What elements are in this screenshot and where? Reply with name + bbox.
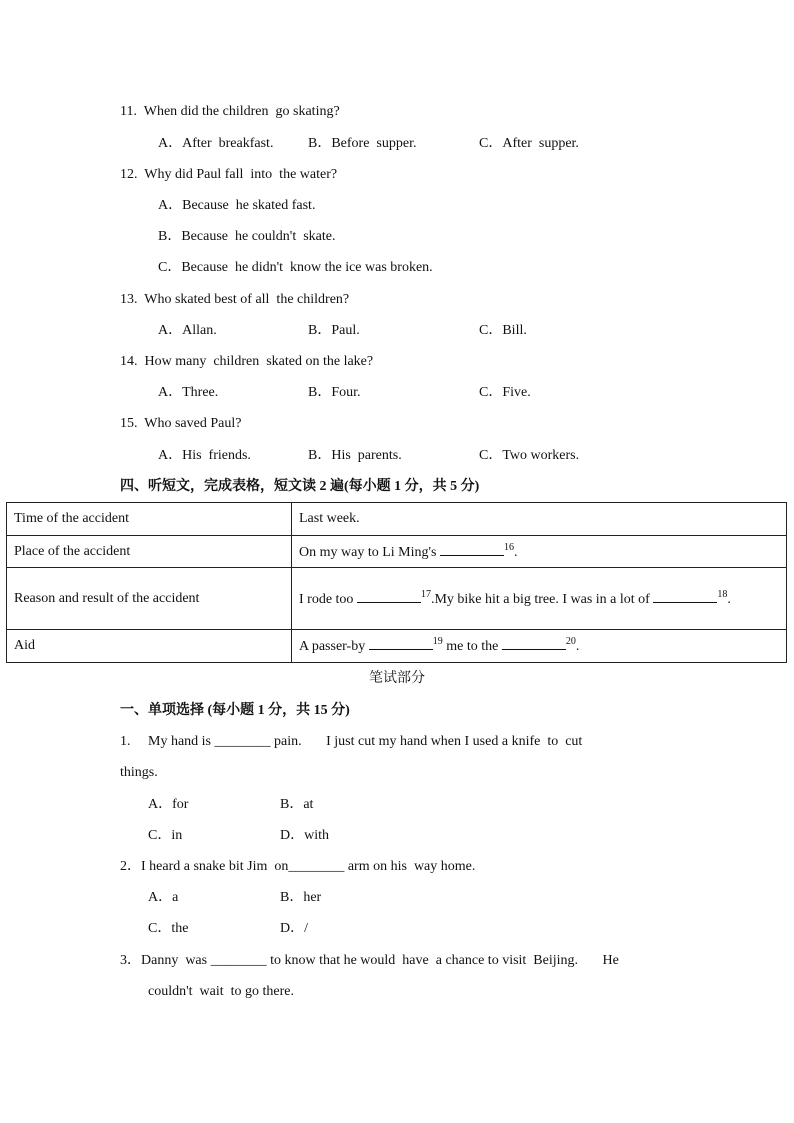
- table-row: [7, 536, 787, 568]
- row-label: Time of the accident: [7, 503, 292, 536]
- table-row: [7, 630, 787, 663]
- value-text: I rode too: [299, 591, 357, 607]
- table-row: [7, 568, 787, 630]
- q14-option-a: A．Three.: [158, 385, 219, 400]
- row-value: [292, 536, 787, 568]
- accident-table: [6, 502, 787, 663]
- question-14: 14. How many children skated on the lake?: [120, 354, 374, 369]
- row-value: [292, 630, 787, 663]
- q15-option-b: B．His parents.: [308, 448, 402, 463]
- q13-option-b: B．Paul.: [308, 323, 360, 338]
- q12-option-c: C．Because he didn't know the ice was broken.: [158, 260, 433, 275]
- blank-number: 19: [432, 636, 443, 647]
- answer-blank-19[interactable]: [369, 637, 433, 650]
- row-label: Aid: [7, 630, 292, 663]
- value-text: .: [513, 544, 518, 560]
- question-13: 13. Who skated best of all the children?: [120, 292, 350, 307]
- row-label: Reason and result of the accident: [7, 568, 292, 630]
- q2-option-b: B．her: [280, 890, 322, 905]
- blank-number: 20: [565, 636, 576, 647]
- section-4-heading: 四、听短文，完成表格，短文读 2 遍(每小题 1 分，共 5 分): [120, 479, 480, 494]
- blank-number: 17: [420, 588, 431, 600]
- question-3-continued: couldn't wait to go there.: [148, 984, 294, 999]
- answer-blank-17[interactable]: [357, 590, 421, 603]
- q13-option-c: C．Bill.: [479, 323, 527, 338]
- q11-option-a: A．After breakfast.: [158, 136, 274, 151]
- value-text: .: [575, 639, 580, 654]
- question-12: 12. Why did Paul fall into the water?: [120, 167, 338, 182]
- value-text: me to the: [442, 639, 502, 654]
- q1-option-c: C．in: [148, 828, 183, 843]
- q2-option-a: A．a: [148, 890, 179, 905]
- value-text: On my way to Li Ming's: [299, 544, 440, 560]
- q15-option-a: A．His friends.: [158, 448, 251, 463]
- q15-option-c: C．Two workers.: [479, 448, 580, 463]
- q12-option-a: A．Because he skated fast.: [158, 198, 316, 213]
- q1-option-a: A．for: [148, 797, 189, 812]
- q12-option-b: B．Because he couldn't skate.: [158, 229, 336, 244]
- table-row: [7, 503, 787, 536]
- question-1-continued: things.: [120, 765, 158, 780]
- row-value: Last week.: [292, 503, 787, 536]
- q2-option-c: C．the: [148, 921, 189, 936]
- q11-option-c: C．After supper.: [479, 136, 579, 151]
- question-1: 1. My hand is ________ pain. I just cut my hand when I used a knife to cut: [120, 734, 583, 749]
- question-3: 3．Danny was ________ to know that he would have a chance to visit Beijing. He: [120, 953, 619, 968]
- question-15: 15. Who saved Paul?: [120, 416, 242, 431]
- value-text: .: [727, 591, 731, 607]
- q2-option-d: D．/: [280, 921, 308, 936]
- q11-option-b: B．Before supper.: [308, 136, 417, 151]
- q14-option-c: C．Five.: [479, 385, 531, 400]
- blank-number: 16: [503, 541, 514, 553]
- q14-option-b: B．Four.: [308, 385, 361, 400]
- row-value: [292, 568, 787, 630]
- question-2: 2．I heard a snake bit Jim on________ arm on his way home.: [120, 859, 476, 874]
- value-text: .My bike hit a big tree. I was in a lot of: [430, 591, 654, 607]
- section-1-heading: 一、单项选择 (每小题 1 分，共 15 分): [120, 703, 350, 718]
- written-part-title: 笔试部分: [369, 671, 425, 686]
- row-label: Place of the accident: [7, 536, 292, 568]
- answer-blank-20[interactable]: [502, 637, 566, 650]
- q13-option-a: A．Allan.: [158, 323, 217, 338]
- question-11: 11. When did the children go skating?: [120, 104, 340, 119]
- answer-blank-18[interactable]: [653, 590, 717, 603]
- answer-blank-16[interactable]: [440, 543, 504, 556]
- blank-number: 18: [717, 588, 728, 600]
- q1-option-b: B．at: [280, 797, 314, 812]
- value-text: A passer-by: [299, 639, 369, 654]
- q1-option-d: D．with: [280, 828, 329, 843]
